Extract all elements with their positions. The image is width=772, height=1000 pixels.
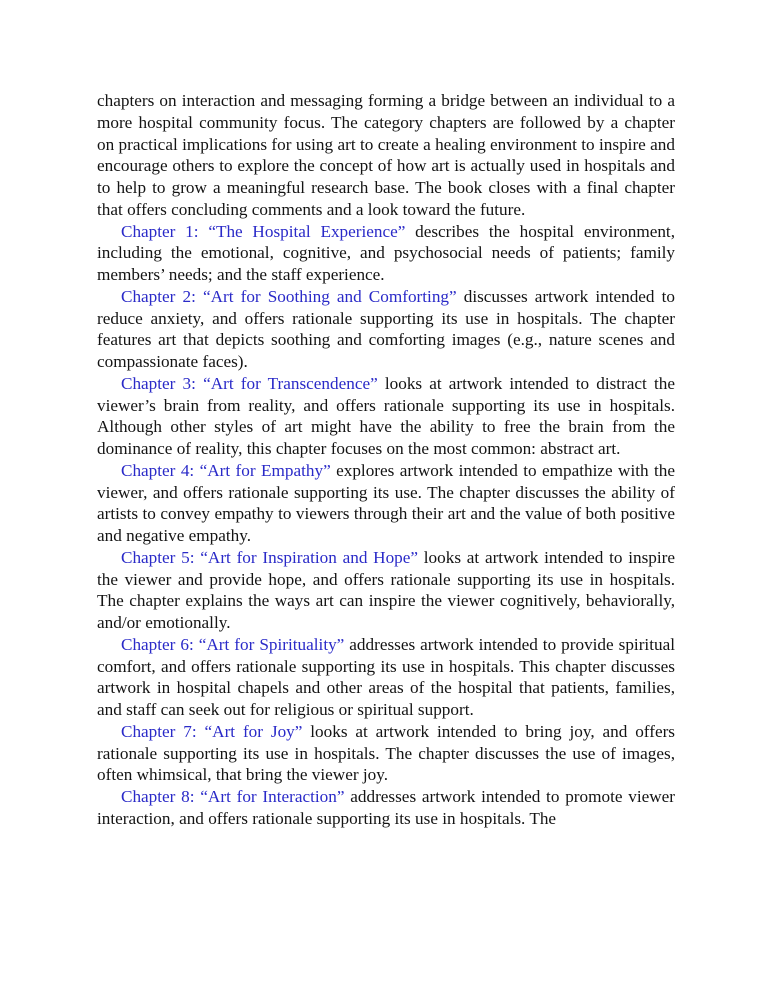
chapter-4-paragraph — [97, 460, 675, 547]
document-body — [97, 90, 675, 830]
chapter-2-description: discusses artwork intended to reduce anxiety, and offers rationale supporting its use in hospitals. The chapter features art that depicts soothing and comforting images (e.g., nature scenes and compassionate faces). — [97, 286, 675, 371]
chapter-1-paragraph — [97, 221, 675, 286]
chapter-7-paragraph — [97, 721, 675, 786]
chapter-2-link[interactable]: Chapter 2: “Art for Soothing and Comforting” — [121, 286, 457, 306]
chapter-6-paragraph — [97, 634, 675, 721]
chapter-1-link[interactable]: Chapter 1: “The Hospital Experience” — [121, 221, 406, 241]
chapter-2-paragraph — [97, 286, 675, 373]
chapter-5-description: looks at artwork intended to inspire the viewer and provide hope, and offers rationale supporting its use in hospitals. The chapter explains the ways art can inspire the viewer cognitively, behaviorally, and/or emotionally. — [97, 547, 675, 632]
chapter-5-paragraph — [97, 547, 675, 634]
chapter-8-paragraph — [97, 786, 675, 830]
intro-paragraph: chapters on interaction and messaging forming a bridge between an individual to a more hospital community focus. The category chapters are followed by a chapter on practical implications for using art to create a healing environment to inspire and encourage others to explore the concept of how art is actually used in hospitals and to help to grow a meaningful research base. The book closes with a final chapter that offers concluding comments and a look toward the future. — [97, 91, 675, 219]
chapter-3-paragraph — [97, 373, 675, 460]
chapter-8-link[interactable]: Chapter 8: “Art for Interaction” — [121, 787, 345, 806]
chapter-3-link[interactable]: Chapter 3: “Art for Transcendence” — [121, 373, 378, 393]
chapter-6-description: addresses artwork intended to provide spiritual comfort, and offers rationale supporting its use in hospitals. This chapter discusses artwork in hospital chapels and other areas of the hospital that patients, families, and staff can seek out for religious or spiritual support. — [97, 634, 675, 719]
chapter-7-description: looks at artwork intended to bring joy, and offers rationale supporting its use in hospitals. The chapter discusses the use of images, often whimsical, that bring the viewer joy. — [97, 721, 675, 785]
chapter-3-description: looks at artwork intended to distract the viewer’s brain from reality, and offers rationale supporting its use in hospitals. Although other styles of art might have the ability to free the brain from the dominance of reality, this chapter focuses on the most common: abstract art. — [97, 373, 675, 458]
chapter-4-link[interactable]: Chapter 4: “Art for Empathy” — [121, 460, 331, 480]
chapter-5-link[interactable]: Chapter 5: “Art for Inspiration and Hope” — [121, 547, 419, 567]
chapter-4-description: explores artwork intended to empathize with the viewer, and offers rationale supporting its use. The chapter discusses the ability of artists to convey empathy to viewers through their art and the value of both positive and negative empathy. — [97, 460, 676, 545]
chapter-8-description: addresses artwork intended to promote viewer interaction, and offers rationale supporting its use in hospitals. The — [97, 787, 675, 828]
chapter-1-description: describes the hospital environment, including the emotional, cognitive, and psychosocial needs of patients; family members’ needs; and the staff experience. — [97, 221, 675, 284]
chapter-6-link[interactable]: Chapter 6: “Art for Spirituality” — [121, 634, 345, 654]
chapter-7-link[interactable]: Chapter 7: “Art for Joy” — [121, 721, 303, 741]
